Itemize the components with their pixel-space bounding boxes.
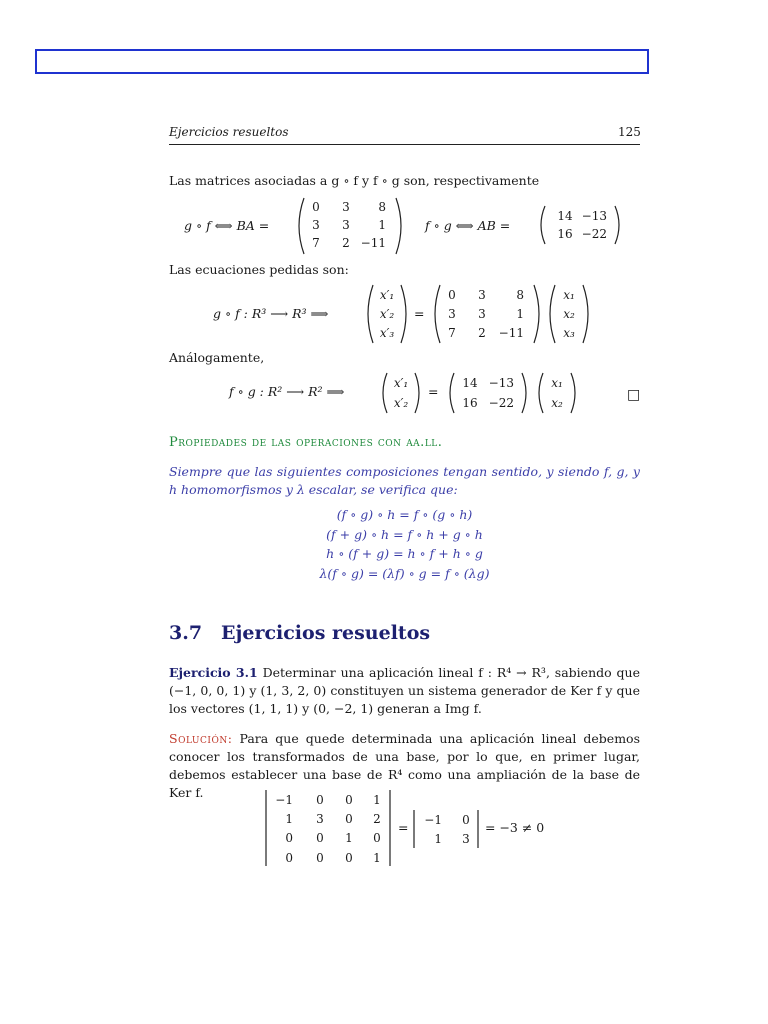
cell: 16 [557,227,573,241]
eq1-lhs-fg: f ∘ g ⟺ AB = [425,218,511,233]
cell: 0 [285,851,293,865]
determinant-4x4 [260,788,396,868]
cell: 0 [316,831,324,845]
running-title: Ejercicios resueltos [169,125,289,139]
cell: 1 [285,812,293,826]
cell: 3 [342,218,350,232]
matrix-fg [446,371,532,415]
cell: x₁ [551,376,563,390]
highlight-frame [35,49,649,74]
cell: 3 [478,288,486,302]
cell: x₂ [551,396,563,410]
properties-heading: Propiedades de las operaciones con aa.ll. [169,435,443,450]
cell: 3 [462,832,470,846]
header-rule [169,144,640,145]
cell: −1 [275,793,293,807]
cell: −11 [360,236,386,250]
section-number: 3.7 [169,622,203,644]
cell: 0 [316,851,324,865]
cell: 2 [342,236,350,250]
eq3-lhs: f ∘ g : R² ⟶ R² ⟹ [229,384,345,399]
cell: 3 [448,307,456,321]
cell: x′₃ [379,326,395,340]
equation-associated-matrices [169,196,640,256]
determinant-equation [260,788,560,868]
cell: 0 [345,812,353,826]
cell: x′₂ [379,307,395,321]
solution-text: Para que quede determinada una aplicación lineal debemos conocer los transformados de una base, por lo que, en primer lugar, debemos establecer una base de R⁴ como una ampliación de la base de Ker f. [169,731,640,800]
property-right-distributive: (f + g) ∘ h = f ∘ h + g ∘ h [326,526,483,542]
eq1-lhs-gf: g ∘ f ⟺ BA = [184,218,270,233]
equation-gf-system [169,283,640,347]
cell: 0 [285,831,293,845]
section-title: Ejercicios resueltos [221,622,431,644]
cell: 1 [434,832,442,846]
cell: 0 [312,200,320,214]
cell: x′₁ [393,376,409,390]
paragraph-matrices-intro: Las matrices asociadas a g ∘ f y f ∘ g son, respectivamente [169,173,540,188]
matrix-BA [296,196,406,256]
cell: 0 [345,793,353,807]
cell: −11 [498,326,524,340]
cell: 7 [312,236,320,250]
cell: 0 [448,288,456,302]
exercise-3-1 [169,664,640,718]
cell: 1 [516,307,524,321]
property-scalar: λ(f ∘ g) = (λf) ∘ g = f ∘ (λg) [319,565,490,581]
cell: 8 [516,288,524,302]
equation-fg-system [169,371,649,415]
cell: −13 [488,376,514,390]
cell: −22 [488,396,514,410]
cell: −22 [581,227,607,241]
cell: 3 [342,200,350,214]
solution-label: Solución: [169,731,233,746]
cell: x₃ [563,326,575,340]
cell: 0 [462,813,470,827]
matrix-gf [432,283,544,345]
vector-x-2 [535,371,579,415]
exercise-text: Determinar una aplicación lineal f : R⁴ → R³, sabiendo que (−1, 0, 0, 1) y (1, 3, 2, 0) constituyen un sistema generador de Ker f y que los vectores (1, 1, 1) y (0, −2, 1) generan a Img f. [169,665,640,716]
cell: 0 [373,831,381,845]
cell: 14 [557,209,573,223]
page-number: 125 [618,125,641,139]
cell: −13 [581,209,607,223]
eq2-lhs: g ∘ f : R³ ⟶ R³ ⟹ [213,306,329,321]
cell: 16 [462,396,478,410]
matrix-AB [537,204,625,246]
vector-x [547,283,591,345]
equals-sign: = [428,384,439,399]
determinant-2x2 [410,808,484,850]
cell: 7 [448,326,456,340]
exercise-label: Ejercicio 3.1 [169,665,258,680]
vector-x-prime [365,283,409,345]
cell: 3 [316,812,324,826]
cell: 3 [478,307,486,321]
vector-x-prime-2 [379,371,423,415]
cell: 1 [373,851,381,865]
cell: x₂ [563,307,575,321]
cell: 1 [373,793,381,807]
cell: 2 [478,326,486,340]
cell: −1 [424,813,442,827]
properties-list [169,505,640,583]
property-associativity: (f ∘ g) ∘ h = f ∘ (g ∘ h) [336,507,473,522]
cell: 8 [378,200,386,214]
cell: 0 [316,793,324,807]
cell: x′₁ [379,288,395,302]
cell: 1 [378,218,386,232]
cell: x′₂ [393,396,409,410]
det-equals-sign: = [398,820,409,835]
cell: 1 [345,831,353,845]
determinant-result: = −3 ≠ 0 [485,820,545,835]
qed-symbol: □ [627,387,641,403]
cell: 0 [345,851,353,865]
property-left-distributive: h ∘ (f + g) = h ∘ f + h ∘ g [326,546,483,561]
paragraph-equations: Las ecuaciones pedidas son: [169,262,349,277]
cell: 14 [462,376,478,390]
cell: 2 [373,812,381,826]
paragraph-analogamente: Análogamente, [169,350,265,365]
theorem-statement: Siempre que las siguientes composiciones tengan sentido, y siendo f, g, y h homomorfismos y λ escalar, se verifica que: [169,464,640,497]
cell: x₁ [563,288,575,302]
cell: 3 [312,218,320,232]
equals-sign: = [414,306,425,321]
